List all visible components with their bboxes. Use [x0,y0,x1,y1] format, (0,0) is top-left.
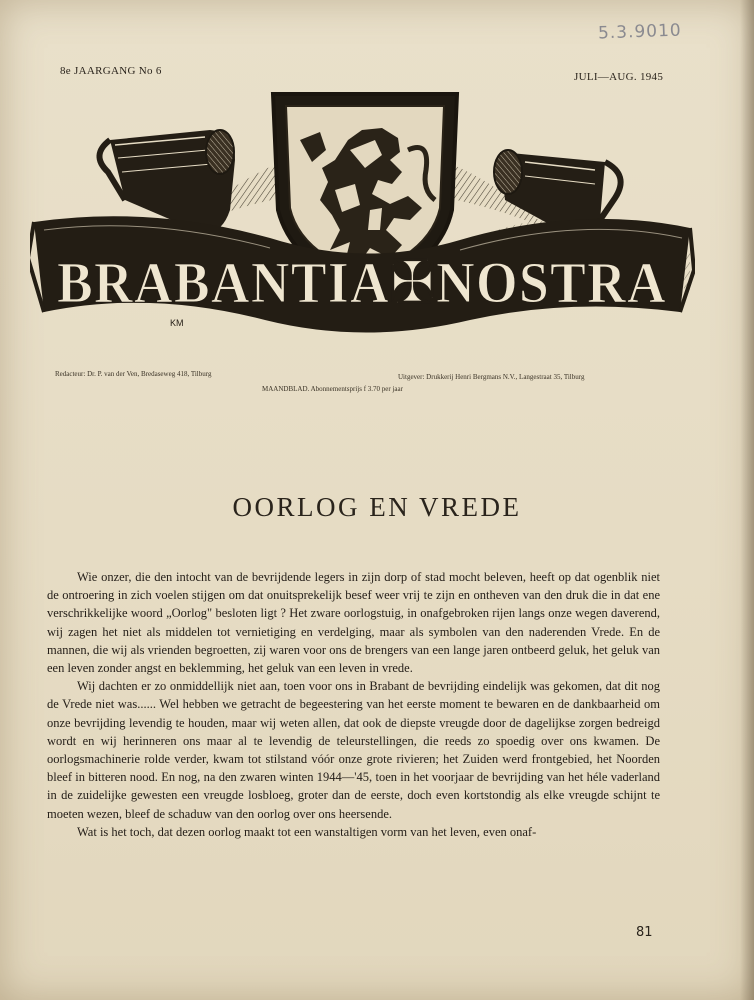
article-paragraph: Wie onzer, die den intocht van de bevrijdende legers in zijn dorp of stad mocht beleven, heeft op dat ogenblik niet de ontroering in zich voelen stijgen om dat onuitsprekelijk besef weer vrij te zijn en ontheven van den druk die in dat ene verschrikkelijke woord „Oorlog" besloten ligt ? Het zware oorlogstuig, in onafgebroken rijen langs onze wegen daverend, wij zagen het niet als middelen tot vernietiging en verdelging, maar als symbolen van den naderenden Vrede. En de mannen, die wij als vrienden begroetten, zij waren voor ons de brengers van een lange jaren ontbeerd geluk, het geluk van een leven zonder angst en beklemming, het geluk van een leven in vrede. [47,570,660,676]
article-paragraph: Wij dachten er zo onmiddellijk niet aan, toen voor ons in Brabant de bevrijding eindelijk was gekomen, dat dit nog de Vrede niet was...... Wel hebben we getracht de begeestering van het eerste moment te bewaren en de dankbaarheid om onze bevrijding levendig te houden, maar wij weten allen, dat ook de diepste vreugde door de dagelijkse zorgen bedreigd wordt en wij herinneren ons maar al te levendig de teleurstellingen, die reeds zo spoedig over ons kwamen. De oorlogsmachinerie rolde verder, kwam tot stilstand vóór onze grote rivieren; het Zuiden werd frontgebied, het Noorden bleef in bitteren nood. En nog, na den zwaren winten 1944—'45, toen in het voorjaar de bevrijding van het héle vaderland in de zuidelijke gewesten een vreugde losbloeg, groter dan de eerste, doch even kortstondig als elke vreugde schijnt te moeten wezen, bleef de schaduw van den oorlog over ons heersende. [47,679,660,821]
editor-line: Redacteur: Dr. P. van der Ven, Bredaseweg 418, Tilburg [55,370,212,378]
issue-number: 8e JAARGANG No 6 [60,65,162,77]
page-number: 81 [636,925,653,940]
article-body [47,568,660,841]
article-paragraph: Wat is het toch, dat dezen oorlog maakt tot een wanstaltigen vorm van het leven, even onaf- [77,824,537,839]
subscription-line: MAANDBLAD. Abonnementsprijs f 3.70 per jaar [262,385,403,393]
issue-date: JULI—AUG. 1945 [574,71,664,83]
handwritten-note: 5.3.9010 [597,20,683,44]
masthead-illustration [30,80,695,360]
article-title: OORLOG EN VREDE [232,492,522,522]
artist-signature: KM [170,318,184,328]
publisher-line: Uitgever: Drukkerij Henri Bergmans N.V., Langestraat 35, Tilburg [398,373,585,381]
masthead-title: BRABANTIA✠NOSTRA [57,250,667,315]
